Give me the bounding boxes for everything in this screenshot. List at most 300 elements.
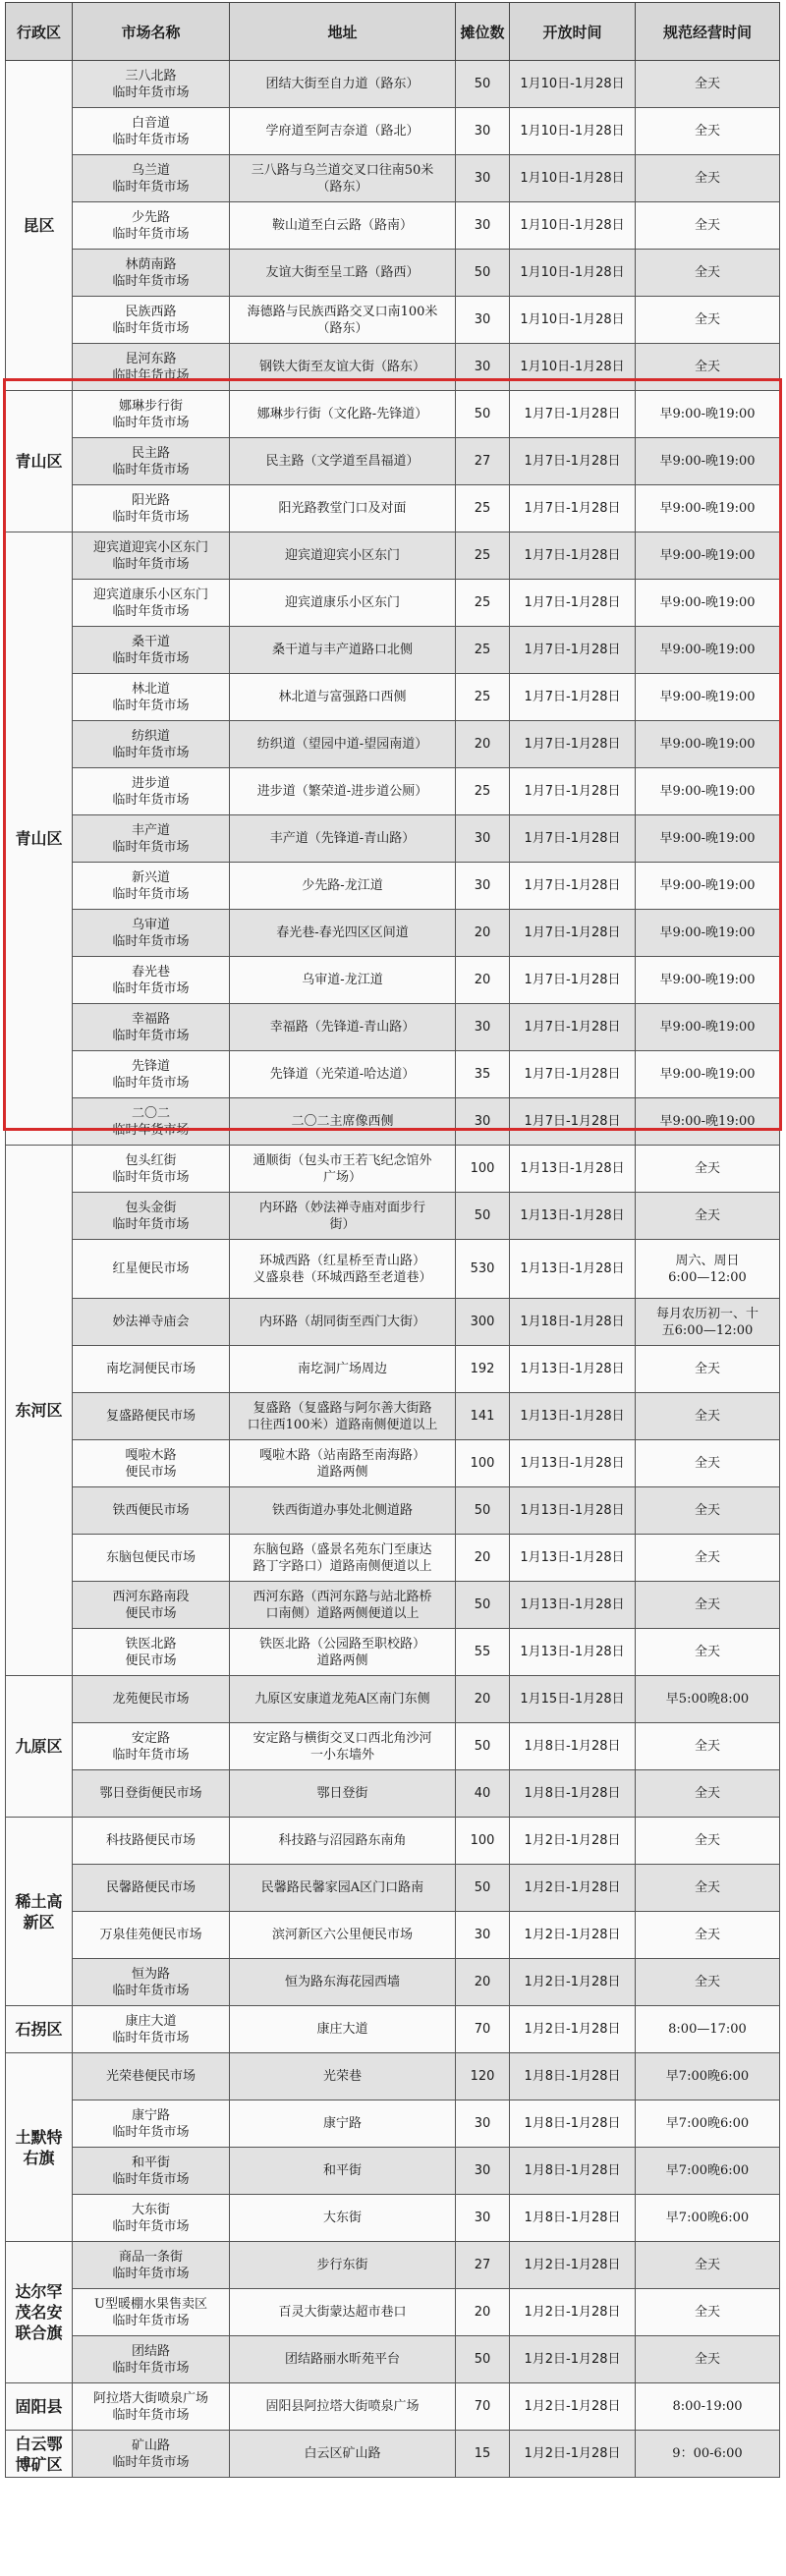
- address-cell: 先锋道（光荣道-哈达道）: [230, 1051, 456, 1098]
- market-name-cell: 迎宾道迎宾小区东门 临时年货市场: [73, 532, 230, 580]
- open-dates-cell: 1月7日-1月28日: [510, 438, 636, 485]
- header-row: [6, 3, 780, 61]
- business-hours-cell: 全天: [636, 1912, 780, 1959]
- district-cell: 东河区: [6, 1146, 73, 1676]
- stall-count-cell: 300: [456, 1299, 510, 1346]
- address-cell: 通顺街（包头市王若飞纪念馆外 广场）: [230, 1146, 456, 1193]
- header-open-dates: 开放时间: [510, 3, 636, 61]
- table-row: [6, 1723, 780, 1770]
- business-hours-cell: 全天: [636, 202, 780, 250]
- business-hours-cell: 全天: [636, 108, 780, 155]
- market-name-cell: 康宁路 临时年货市场: [73, 2100, 230, 2148]
- stall-count-cell: 30: [456, 1098, 510, 1146]
- market-name-cell: 西河东路南段 便民市场: [73, 1582, 230, 1629]
- market-name-cell: 矿山路 临时年货市场: [73, 2431, 230, 2478]
- stall-count-cell: 30: [456, 344, 510, 391]
- open-dates-cell: 1月10日-1月28日: [510, 344, 636, 391]
- stall-count-cell: 35: [456, 1051, 510, 1098]
- table-row: [6, 391, 780, 438]
- address-cell: 幸福路（先锋道-青山路）: [230, 1004, 456, 1051]
- address-cell: 学府道至阿吉奈道（路北）: [230, 108, 456, 155]
- table-row: [6, 1346, 780, 1393]
- open-dates-cell: 1月13日-1月28日: [510, 1629, 636, 1676]
- open-dates-cell: 1月7日-1月28日: [510, 580, 636, 627]
- open-dates-cell: 1月2日-1月28日: [510, 1959, 636, 2006]
- table-row: [6, 580, 780, 627]
- header-district: 行政区: [6, 3, 73, 61]
- district-cell: 石拐区: [6, 2006, 73, 2053]
- open-dates-cell: 1月2日-1月28日: [510, 2006, 636, 2053]
- table-row: [6, 2195, 780, 2242]
- open-dates-cell: 1月2日-1月28日: [510, 2289, 636, 2336]
- district-cell: 昆区: [6, 61, 73, 391]
- address-cell: 嘎啦木路（站南路至南海路） 道路两侧: [230, 1440, 456, 1487]
- address-cell: 春光巷-春光四区区间道: [230, 910, 456, 957]
- table-row: [6, 1393, 780, 1440]
- address-cell: 友谊大街至呈工路（路西）: [230, 250, 456, 297]
- stall-count-cell: 30: [456, 1912, 510, 1959]
- business-hours-cell: 全天: [636, 1393, 780, 1440]
- business-hours-cell: 早9:00-晚19:00: [636, 438, 780, 485]
- stall-count-cell: 20: [456, 1535, 510, 1582]
- table-row: [6, 2148, 780, 2195]
- stall-count-cell: 15: [456, 2431, 510, 2478]
- table-row: [6, 250, 780, 297]
- business-hours-cell: 全天: [636, 250, 780, 297]
- market-name-cell: 科技路便民市场: [73, 1818, 230, 1865]
- market-name-cell: 妙法禅寺庙会: [73, 1299, 230, 1346]
- market-name-cell: 光荣巷便民市场: [73, 2053, 230, 2100]
- address-cell: 海德路与民族西路交叉口南100米 （路东）: [230, 297, 456, 344]
- address-cell: 内环路（妙法禅寺庙对面步行 街）: [230, 1193, 456, 1240]
- open-dates-cell: 1月8日-1月28日: [510, 1723, 636, 1770]
- market-name-cell: 乌兰道 临时年货市场: [73, 155, 230, 202]
- table-row: [6, 2053, 780, 2100]
- business-hours-cell: 全天: [636, 2336, 780, 2383]
- market-name-cell: 先锋道 临时年货市场: [73, 1051, 230, 1098]
- market-name-cell: 鄂日登街便民市场: [73, 1770, 230, 1818]
- table-row: [6, 2431, 780, 2478]
- open-dates-cell: 1月7日-1月28日: [510, 485, 636, 532]
- table-row: [6, 957, 780, 1004]
- open-dates-cell: 1月8日-1月28日: [510, 2053, 636, 2100]
- table-row: [6, 1912, 780, 1959]
- address-cell: 丰产道（先锋道-青山路）: [230, 815, 456, 863]
- open-dates-cell: 1月13日-1月28日: [510, 1346, 636, 1393]
- business-hours-cell: 全天: [636, 344, 780, 391]
- table-row: [6, 2289, 780, 2336]
- stall-count-cell: 40: [456, 1770, 510, 1818]
- business-hours-cell: 全天: [636, 1193, 780, 1240]
- open-dates-cell: 1月10日-1月28日: [510, 155, 636, 202]
- market-name-cell: 三八北路 临时年货市场: [73, 61, 230, 108]
- market-name-cell: 纺织道 临时年货市场: [73, 721, 230, 768]
- business-hours-cell: 全天: [636, 1818, 780, 1865]
- business-hours-cell: 早9:00-晚19:00: [636, 957, 780, 1004]
- open-dates-cell: 1月2日-1月28日: [510, 2242, 636, 2289]
- stall-count-cell: 30: [456, 2100, 510, 2148]
- open-dates-cell: 1月2日-1月28日: [510, 1818, 636, 1865]
- address-cell: 康庄大道: [230, 2006, 456, 2053]
- open-dates-cell: 1月7日-1月28日: [510, 815, 636, 863]
- market-name-cell: 康庄大道 临时年货市场: [73, 2006, 230, 2053]
- open-dates-cell: 1月7日-1月28日: [510, 721, 636, 768]
- table-row: [6, 485, 780, 532]
- table-row: [6, 2336, 780, 2383]
- table-row: [6, 155, 780, 202]
- open-dates-cell: 1月13日-1月28日: [510, 1240, 636, 1299]
- business-hours-cell: 全天: [636, 1535, 780, 1582]
- stall-count-cell: 30: [456, 202, 510, 250]
- open-dates-cell: 1月2日-1月28日: [510, 1912, 636, 1959]
- open-dates-cell: 1月10日-1月28日: [510, 297, 636, 344]
- table-row: [6, 768, 780, 815]
- address-cell: 迎宾道迎宾小区东门: [230, 532, 456, 580]
- business-hours-cell: 9：00-6:00: [636, 2431, 780, 2478]
- address-cell: 娜琳步行街（文化路-先锋道）: [230, 391, 456, 438]
- stall-count-cell: 20: [456, 1676, 510, 1723]
- address-cell: 进步道（繁荣道-进步道公厕）: [230, 768, 456, 815]
- stall-count-cell: 50: [456, 2336, 510, 2383]
- market-table: [5, 2, 780, 2478]
- stall-count-cell: 100: [456, 1146, 510, 1193]
- market-name-cell: 万泉佳苑便民市场: [73, 1912, 230, 1959]
- stall-count-cell: 50: [456, 250, 510, 297]
- stall-count-cell: 25: [456, 627, 510, 674]
- open-dates-cell: 1月7日-1月28日: [510, 957, 636, 1004]
- market-name-cell: 白音道 临时年货市场: [73, 108, 230, 155]
- market-name-cell: 包头红街 临时年货市场: [73, 1146, 230, 1193]
- business-hours-cell: 全天: [636, 155, 780, 202]
- table-row: [6, 2242, 780, 2289]
- market-name-cell: U型暖棚水果售卖区 临时年货市场: [73, 2289, 230, 2336]
- table-row: [6, 1629, 780, 1676]
- market-name-cell: 龙苑便民市场: [73, 1676, 230, 1723]
- stall-count-cell: 100: [456, 1818, 510, 1865]
- stall-count-cell: 50: [456, 61, 510, 108]
- open-dates-cell: 1月13日-1月28日: [510, 1146, 636, 1193]
- business-hours-cell: 早9:00-晚19:00: [636, 910, 780, 957]
- stall-count-cell: 30: [456, 108, 510, 155]
- table-row: [6, 1051, 780, 1098]
- market-name-cell: 林北道 临时年货市场: [73, 674, 230, 721]
- open-dates-cell: 1月8日-1月28日: [510, 1770, 636, 1818]
- table-row: [6, 1818, 780, 1865]
- stall-count-cell: 55: [456, 1629, 510, 1676]
- table-row: [6, 1098, 780, 1146]
- stall-count-cell: 141: [456, 1393, 510, 1440]
- open-dates-cell: 1月2日-1月28日: [510, 2431, 636, 2478]
- business-hours-cell: 早9:00-晚19:00: [636, 532, 780, 580]
- address-cell: 团结大街至自力道（路东）: [230, 61, 456, 108]
- market-name-cell: 商品一条街 临时年货市场: [73, 2242, 230, 2289]
- market-name-cell: 新兴道 临时年货市场: [73, 863, 230, 910]
- market-name-cell: 二〇二 临时年货市场: [73, 1098, 230, 1146]
- table-row: [6, 815, 780, 863]
- address-cell: 复盛路（复盛路与阿尔善大街路 口往西100米）道路南侧便道以上: [230, 1393, 456, 1440]
- stall-count-cell: 30: [456, 297, 510, 344]
- business-hours-cell: 早9:00-晚19:00: [636, 674, 780, 721]
- district-cell: 土默特 右旗: [6, 2053, 73, 2242]
- stall-count-cell: 25: [456, 532, 510, 580]
- stall-count-cell: 70: [456, 2383, 510, 2431]
- address-cell: 鄂日登街: [230, 1770, 456, 1818]
- market-name-cell: 嘎啦木路 便民市场: [73, 1440, 230, 1487]
- address-cell: 环城西路（红星桥至青山路） 义盛泉巷（环城西路至老道巷）: [230, 1240, 456, 1299]
- table-row: [6, 1004, 780, 1051]
- district-cell: 青山区: [6, 532, 73, 1146]
- open-dates-cell: 1月7日-1月28日: [510, 674, 636, 721]
- stall-count-cell: 30: [456, 2148, 510, 2195]
- business-hours-cell: 早9:00-晚19:00: [636, 627, 780, 674]
- district-cell: 九原区: [6, 1676, 73, 1818]
- market-name-cell: 复盛路便民市场: [73, 1393, 230, 1440]
- address-cell: 钢铁大街至友谊大街（路东）: [230, 344, 456, 391]
- open-dates-cell: 1月13日-1月28日: [510, 1582, 636, 1629]
- business-hours-cell: 全天: [636, 61, 780, 108]
- table-row: [6, 1440, 780, 1487]
- business-hours-cell: 全天: [636, 1582, 780, 1629]
- market-name-cell: 铁西便民市场: [73, 1487, 230, 1535]
- market-name-cell: 民主路 临时年货市场: [73, 438, 230, 485]
- market-name-cell: 民馨路便民市场: [73, 1865, 230, 1912]
- market-name-cell: 桑干道 临时年货市场: [73, 627, 230, 674]
- address-cell: 民馨路民馨家园A区门口路南: [230, 1865, 456, 1912]
- open-dates-cell: 1月7日-1月28日: [510, 768, 636, 815]
- stall-count-cell: 25: [456, 674, 510, 721]
- business-hours-cell: 全天: [636, 1723, 780, 1770]
- address-cell: 铁医北路（公园路至职校路） 道路两侧: [230, 1629, 456, 1676]
- market-name-cell: 娜琳步行街 临时年货市场: [73, 391, 230, 438]
- table-row: [6, 1146, 780, 1193]
- stall-count-cell: 50: [456, 1193, 510, 1240]
- address-cell: 内环路（胡同街至西门大街）: [230, 1299, 456, 1346]
- stall-count-cell: 25: [456, 580, 510, 627]
- stall-count-cell: 20: [456, 957, 510, 1004]
- market-name-cell: 东脑包便民市场: [73, 1535, 230, 1582]
- market-name-cell: 大东街 临时年货市场: [73, 2195, 230, 2242]
- open-dates-cell: 1月10日-1月28日: [510, 202, 636, 250]
- table-row: [6, 438, 780, 485]
- stall-count-cell: 20: [456, 721, 510, 768]
- stall-count-cell: 25: [456, 768, 510, 815]
- market-name-cell: 迎宾道康乐小区东门 临时年货市场: [73, 580, 230, 627]
- table-row: [6, 863, 780, 910]
- table-row: [6, 344, 780, 391]
- table-row: [6, 2383, 780, 2431]
- business-hours-cell: 早9:00-晚19:00: [636, 1098, 780, 1146]
- business-hours-cell: 全天: [636, 297, 780, 344]
- open-dates-cell: 1月7日-1月28日: [510, 1098, 636, 1146]
- market-name-cell: 阿拉塔大街喷泉广场 临时年货市场: [73, 2383, 230, 2431]
- business-hours-cell: 全天: [636, 2242, 780, 2289]
- market-name-cell: 少先路 临时年货市场: [73, 202, 230, 250]
- header-address: 地址: [230, 3, 456, 61]
- business-hours-cell: 早9:00-晚19:00: [636, 863, 780, 910]
- district-cell: 达尔罕 茂名安 联合旗: [6, 2242, 73, 2383]
- open-dates-cell: 1月7日-1月28日: [510, 910, 636, 957]
- business-hours-cell: 早9:00-晚19:00: [636, 1004, 780, 1051]
- open-dates-cell: 1月15日-1月28日: [510, 1676, 636, 1723]
- address-cell: 乌审道-龙江道: [230, 957, 456, 1004]
- open-dates-cell: 1月2日-1月28日: [510, 2336, 636, 2383]
- address-cell: 和平街: [230, 2148, 456, 2195]
- address-cell: 民主路（文学道至昌福道）: [230, 438, 456, 485]
- open-dates-cell: 1月13日-1月28日: [510, 1535, 636, 1582]
- table-row: [6, 1865, 780, 1912]
- table-row: [6, 61, 780, 108]
- business-hours-cell: 早9:00-晚19:00: [636, 580, 780, 627]
- address-cell: 鞍山道至白云路（路南）: [230, 202, 456, 250]
- table-row: [6, 532, 780, 580]
- table-row: [6, 2006, 780, 2053]
- address-cell: 康宁路: [230, 2100, 456, 2148]
- business-hours-cell: 早7:00晚6:00: [636, 2195, 780, 2242]
- address-cell: 白云区矿山路: [230, 2431, 456, 2478]
- market-name-cell: 幸福路 临时年货市场: [73, 1004, 230, 1051]
- business-hours-cell: 早9:00-晚19:00: [636, 391, 780, 438]
- market-name-cell: 铁医北路 便民市场: [73, 1629, 230, 1676]
- business-hours-cell: 全天: [636, 1865, 780, 1912]
- open-dates-cell: 1月10日-1月28日: [510, 250, 636, 297]
- business-hours-cell: 早7:00晚6:00: [636, 2100, 780, 2148]
- open-dates-cell: 1月10日-1月28日: [510, 108, 636, 155]
- table-row: [6, 108, 780, 155]
- business-hours-cell: 早9:00-晚19:00: [636, 1051, 780, 1098]
- business-hours-cell: 全天: [636, 2289, 780, 2336]
- market-name-cell: 昆河东路 临时年货市场: [73, 344, 230, 391]
- stall-count-cell: 50: [456, 1723, 510, 1770]
- business-hours-cell: 全天: [636, 1959, 780, 2006]
- open-dates-cell: 1月18日-1月28日: [510, 1299, 636, 1346]
- stall-count-cell: 27: [456, 438, 510, 485]
- stall-count-cell: 27: [456, 2242, 510, 2289]
- table-body: [6, 61, 780, 2478]
- table-row: [6, 674, 780, 721]
- open-dates-cell: 1月8日-1月28日: [510, 2195, 636, 2242]
- market-name-cell: 安定路 临时年货市场: [73, 1723, 230, 1770]
- market-name-cell: 包头金街 临时年货市场: [73, 1193, 230, 1240]
- district-cell: 固阳县: [6, 2383, 73, 2431]
- stall-count-cell: 30: [456, 815, 510, 863]
- address-cell: 迎宾道康乐小区东门: [230, 580, 456, 627]
- stall-count-cell: 30: [456, 1004, 510, 1051]
- market-name-cell: 团结路 临时年货市场: [73, 2336, 230, 2383]
- open-dates-cell: 1月8日-1月28日: [510, 2148, 636, 2195]
- open-dates-cell: 1月2日-1月28日: [510, 2383, 636, 2431]
- address-cell: 步行东街: [230, 2242, 456, 2289]
- table-row: [6, 1299, 780, 1346]
- header-business-hours: 规范经营时间: [636, 3, 780, 61]
- table-row: [6, 627, 780, 674]
- address-cell: 恒为路东海花园西墙: [230, 1959, 456, 2006]
- address-cell: 阳光路教堂门口及对面: [230, 485, 456, 532]
- open-dates-cell: 1月7日-1月28日: [510, 532, 636, 580]
- open-dates-cell: 1月2日-1月28日: [510, 1865, 636, 1912]
- address-cell: 少先路-龙江道: [230, 863, 456, 910]
- stall-count-cell: 30: [456, 2195, 510, 2242]
- stall-count-cell: 120: [456, 2053, 510, 2100]
- stall-count-cell: 100: [456, 1440, 510, 1487]
- table-row: [6, 1487, 780, 1535]
- market-table-sheet: [5, 2, 779, 2478]
- business-hours-cell: 早7:00晚6:00: [636, 2148, 780, 2195]
- stall-count-cell: 50: [456, 391, 510, 438]
- address-cell: 林北道与富强路口西侧: [230, 674, 456, 721]
- table-row: [6, 910, 780, 957]
- stall-count-cell: 530: [456, 1240, 510, 1299]
- business-hours-cell: 每月农历初一、十 五6:00—12:00: [636, 1299, 780, 1346]
- open-dates-cell: 1月13日-1月28日: [510, 1393, 636, 1440]
- business-hours-cell: 全天: [636, 1487, 780, 1535]
- open-dates-cell: 1月7日-1月28日: [510, 391, 636, 438]
- address-cell: 南圪洞广场周边: [230, 1346, 456, 1393]
- address-cell: 西河东路（西河东路与站北路桥 口南侧）道路两侧便道以上: [230, 1582, 456, 1629]
- market-name-cell: 林荫南路 临时年货市场: [73, 250, 230, 297]
- open-dates-cell: 1月7日-1月28日: [510, 1004, 636, 1051]
- business-hours-cell: 早5:00晚8:00: [636, 1676, 780, 1723]
- market-name-cell: 南圪洞便民市场: [73, 1346, 230, 1393]
- open-dates-cell: 1月10日-1月28日: [510, 61, 636, 108]
- table-row: [6, 1676, 780, 1723]
- business-hours-cell: 早7:00晚6:00: [636, 2053, 780, 2100]
- business-hours-cell: 早9:00-晚19:00: [636, 815, 780, 863]
- table-row: [6, 1959, 780, 2006]
- table-row: [6, 1582, 780, 1629]
- address-cell: 纺织道（望园中道-望园南道）: [230, 721, 456, 768]
- table-row: [6, 2100, 780, 2148]
- table-row: [6, 1535, 780, 1582]
- open-dates-cell: 1月13日-1月28日: [510, 1487, 636, 1535]
- address-cell: 光荣巷: [230, 2053, 456, 2100]
- table-row: [6, 1193, 780, 1240]
- address-cell: 科技路与沼园路东南角: [230, 1818, 456, 1865]
- table-row: [6, 202, 780, 250]
- business-hours-cell: 早9:00-晚19:00: [636, 721, 780, 768]
- open-dates-cell: 1月13日-1月28日: [510, 1193, 636, 1240]
- address-cell: 百灵大街蒙达超市巷口: [230, 2289, 456, 2336]
- header-stalls: 摊位数: [456, 3, 510, 61]
- district-cell: 白云鄂 博矿区: [6, 2431, 73, 2478]
- business-hours-cell: 全天: [636, 1146, 780, 1193]
- stall-count-cell: 192: [456, 1346, 510, 1393]
- stall-count-cell: 20: [456, 2289, 510, 2336]
- address-cell: 桑干道与丰产道路口北侧: [230, 627, 456, 674]
- stall-count-cell: 50: [456, 1487, 510, 1535]
- business-hours-cell: 全天: [636, 1629, 780, 1676]
- address-cell: 三八路与乌兰道交叉口往南50米 （路东）: [230, 155, 456, 202]
- stall-count-cell: 50: [456, 1865, 510, 1912]
- market-name-cell: 恒为路 临时年货市场: [73, 1959, 230, 2006]
- open-dates-cell: 1月7日-1月28日: [510, 627, 636, 674]
- address-cell: 固阳县阿拉塔大街喷泉广场: [230, 2383, 456, 2431]
- business-hours-cell: 全天: [636, 1440, 780, 1487]
- district-cell: 稀土高 新区: [6, 1818, 73, 2006]
- address-cell: 滨河新区六公里便民市场: [230, 1912, 456, 1959]
- open-dates-cell: 1月7日-1月28日: [510, 1051, 636, 1098]
- business-hours-cell: 早9:00-晚19:00: [636, 768, 780, 815]
- table-row: [6, 721, 780, 768]
- market-name-cell: 春光巷 临时年货市场: [73, 957, 230, 1004]
- stall-count-cell: 50: [456, 1582, 510, 1629]
- table-row: [6, 297, 780, 344]
- address-cell: 安定路与横街交叉口西北角沙河 一小东墙外: [230, 1723, 456, 1770]
- address-cell: 团结路丽水昕苑平台: [230, 2336, 456, 2383]
- market-name-cell: 阳光路 临时年货市场: [73, 485, 230, 532]
- header-market-name: 市场名称: [73, 3, 230, 61]
- stall-count-cell: 20: [456, 910, 510, 957]
- business-hours-cell: 周六、周日 6:00—12:00: [636, 1240, 780, 1299]
